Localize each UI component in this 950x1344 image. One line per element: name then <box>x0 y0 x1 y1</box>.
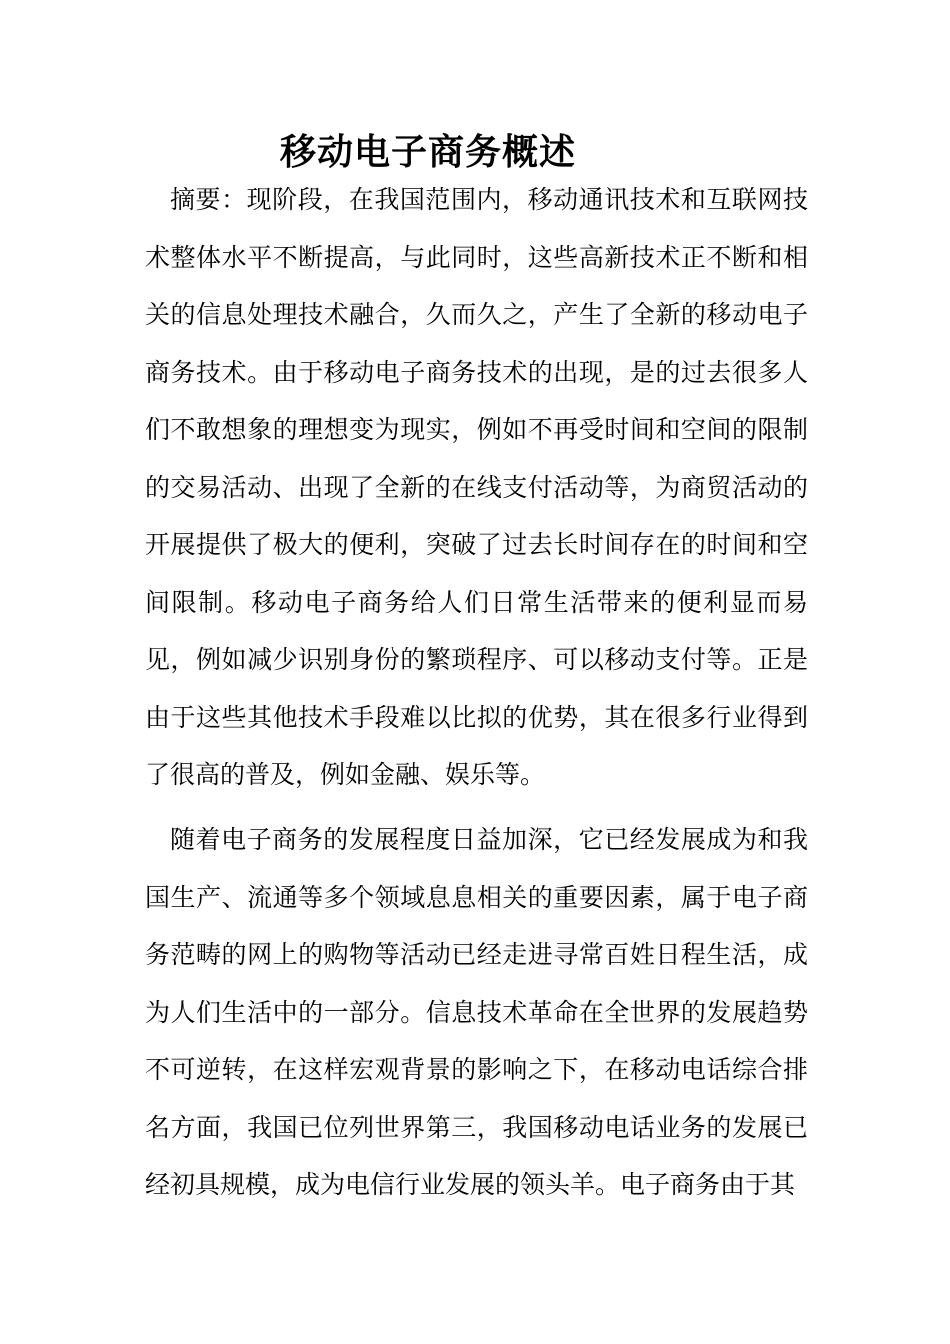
body-paragraph: 随着电子商务的发展程度日益加深，它已经发展成为和我国生产、流通等多个领域息息相关的重要因素，属于电子商务范畴的网上的购物等活动已经走进寻常百姓日程生活，成为人们生活中的一部分。信息技术革命在全世界的发展趋势不可逆转，在这样宏观背景的影响之下，在移动电话综合排名方面，我国已位列世界第三，我国移动电话业务的发展已经初具规模，成为电信行业发展的领头羊。电子商务由于其 <box>145 825 808 1199</box>
document-title: 移动电子商务概述 <box>279 131 576 173</box>
abstract-paragraph: 摘要：现阶段，在我国范围内，移动通讯技术和互联网技术整体水平不断提高，与此同时，这些高新技术正不断和相关的信息处理技术融合，久而久之，产生了全新的移动电子商务技术。由于移动电子商务技术的出现，是的过去很多人们不敢想象的理想变为现实，例如不再受时间和空间的限制的交易活动、出现了全新的在线支付活动等，为商贸活动的开展提供了极大的便利，突破了过去长时间存在的时间和空间限制。移动电子商务给人们日常生活带来的便利显而易见，例如减少识别身份的繁琐程序、可以移动支付等。正是由于这些其他技术手段难以比拟的优势，其在很多行业得到了很高的普及，例如金融、娱乐等。 <box>145 185 808 789</box>
